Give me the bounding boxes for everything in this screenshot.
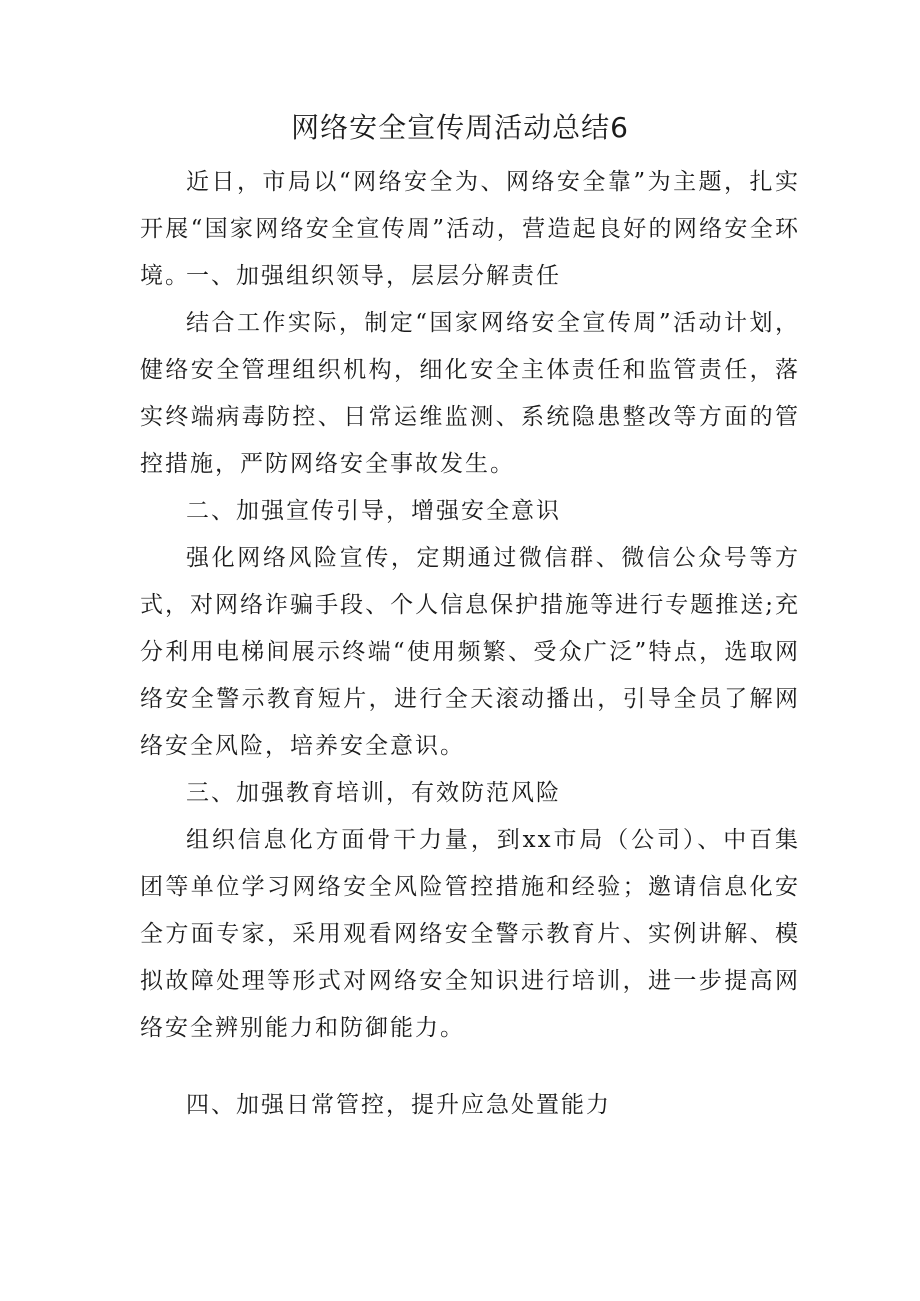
section-heading-1: 一、加强组织领导，层层分解责任 <box>186 263 561 289</box>
section-heading-block-4 <box>140 1082 800 1129</box>
section-heading-4: 四、加强日常管控，提升应急处置能力 <box>186 1092 611 1118</box>
section-paragraph-block-1 <box>140 300 800 488</box>
section-paragraph-1: 结合工作实际，制定“国家网络安全宣传周”活动计划，健络安全管理组织机构，细化安全主体责任和监管责任，落实终端病毒防控、日常运维监测、系统隐患整改等方面的管控措施，严防网络安全事故发生。 <box>140 310 800 477</box>
section-paragraph-block-2 <box>140 535 800 770</box>
section-heading-block-2 <box>140 488 800 535</box>
section-heading-block-3 <box>140 770 800 817</box>
document-title: 网络安全宣传周活动总结6 <box>291 111 629 144</box>
section-heading-2: 二、加强宣传引导，增强安全意识 <box>186 498 561 524</box>
section-paragraph-3: 组织信息化方面骨干力量，到xx市局（公司）、中百集团等单位学习网络安全风险管控措施和经验；邀请信息化安全方面专家，采用观看网络安全警示教育片、实例讲解、模拟故障处理等形式对网络安全知识进行培训，进一步提高网络安全辨别能力和防御能力。 <box>140 827 800 1041</box>
section-paragraph-2: 强化网络风险宣传，定期通过微信群、微信公众号等方式，对网络诈骗手段、个人信息保护措施等进行专题推送;充分利用电梯间展示终端“使用频繁、受众广泛”特点，选取网络安全警示教育短片，进行全天滚动播出，引导全员了解网络安全风险，培养安全意识。 <box>140 545 800 759</box>
section-heading-block-1 <box>140 253 800 300</box>
section-paragraph-block-3 <box>140 817 800 1052</box>
section-heading-3: 三、加强教育培训，有效防范风险 <box>186 780 561 806</box>
intro-paragraph: 近日，市局以“网络安全为、网络安全靠”为主题，扎实开展“国家网络安全宣传周”活动，营造起良好的网络安全环境。 <box>140 169 800 289</box>
